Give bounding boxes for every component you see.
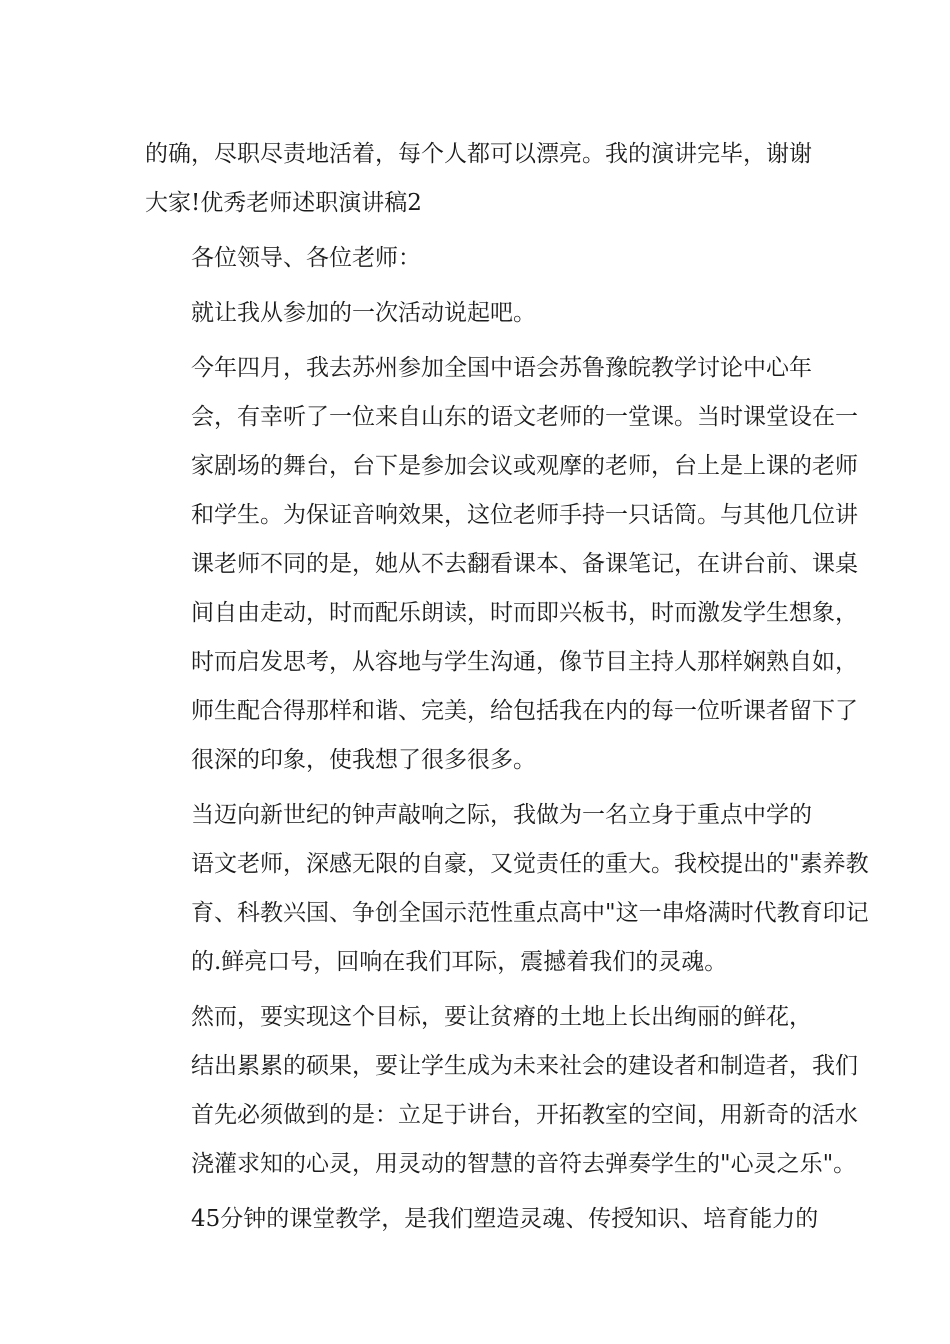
paragraph-closing bbox=[145, 130, 810, 228]
document-body bbox=[145, 130, 869, 1250]
text-line: 然而，要实现这个目标，要让贫瘠的土地上长出绚丽的鲜花， bbox=[191, 1004, 812, 1030]
text-line: 今年四月，我去苏州参加全国中语会苏鲁豫皖教学讨论中心年 bbox=[191, 355, 812, 381]
paragraph-intro bbox=[145, 289, 810, 338]
text-line: 育、科教兴国、争创全国示范性重点高中"这一串烙满时代教育印记 bbox=[191, 900, 869, 926]
text-line: 的确，尽职尽责地活着，每个人都可以漂亮。我的演讲完毕，谢谢 bbox=[145, 141, 812, 167]
text-line: 课老师不同的是，她从不去翻看课本、备课笔记，在讲台前、课桌 bbox=[191, 551, 858, 577]
text-line: 的.鲜亮口号，回响在我们耳际，震撼着我们的灵魂。 bbox=[191, 949, 728, 975]
text-line: 家剧场的舞台，台下是参加会议或观摩的老师，台上是上课的老师 bbox=[191, 453, 858, 479]
text-line: 结出累累的硕果，要让学生成为未来社会的建设者和制造者，我们 bbox=[191, 1053, 858, 1079]
text-line: 45分钟的课堂教学，是我们塑造灵魂、传授知识、培育能力的 bbox=[191, 1206, 819, 1232]
text-line: 时而启发思考，从容地与学生沟通，像节目主持人那样娴熟自如， bbox=[191, 649, 858, 675]
text-line: 间自由走动，时而配乐朗读，时而即兴板书，时而激发学生想象， bbox=[191, 600, 858, 626]
text-line: 当迈向新世纪的钟声敲响之际，我做为一名立身于重点中学的 bbox=[191, 802, 812, 828]
text-line: 很深的印象，使我想了很多很多。 bbox=[191, 747, 536, 773]
text-line: 和学生。为保证音响效果，这位老师手持一只话筒。与其他几位讲 bbox=[191, 502, 858, 528]
text-line: 首先必须做到的是：立足于讲台，开拓教室的空间，用新奇的活水 bbox=[191, 1102, 858, 1128]
text-line: 语文老师，深感无限的自豪，又觉责任的重大。我校提出的"素养教 bbox=[191, 851, 869, 877]
paragraph-salutation bbox=[145, 234, 810, 283]
paragraph-april-story bbox=[145, 344, 858, 785]
text-line: 浇灌求知的心灵，用灵动的智慧的音符去弹奏学生的"心灵之乐"。 bbox=[191, 1151, 857, 1177]
paragraph-goal bbox=[145, 993, 858, 1189]
text-line: 会，有幸听了一位来自山东的语文老师的一堂课。当时课堂设在一 bbox=[191, 404, 858, 430]
text-line: 师生配合得那样和谐、完美，给包括我在内的每一位听课者留下了 bbox=[191, 698, 858, 724]
text-line: 就让我从参加的一次活动说起吧。 bbox=[191, 300, 536, 326]
paragraph-classroom bbox=[145, 1195, 819, 1244]
paragraph-new-century bbox=[145, 791, 869, 987]
text-line: 大家!优秀老师述职演讲稿2 bbox=[145, 190, 422, 216]
text-line: 各位领导、各位老师： bbox=[191, 245, 421, 271]
